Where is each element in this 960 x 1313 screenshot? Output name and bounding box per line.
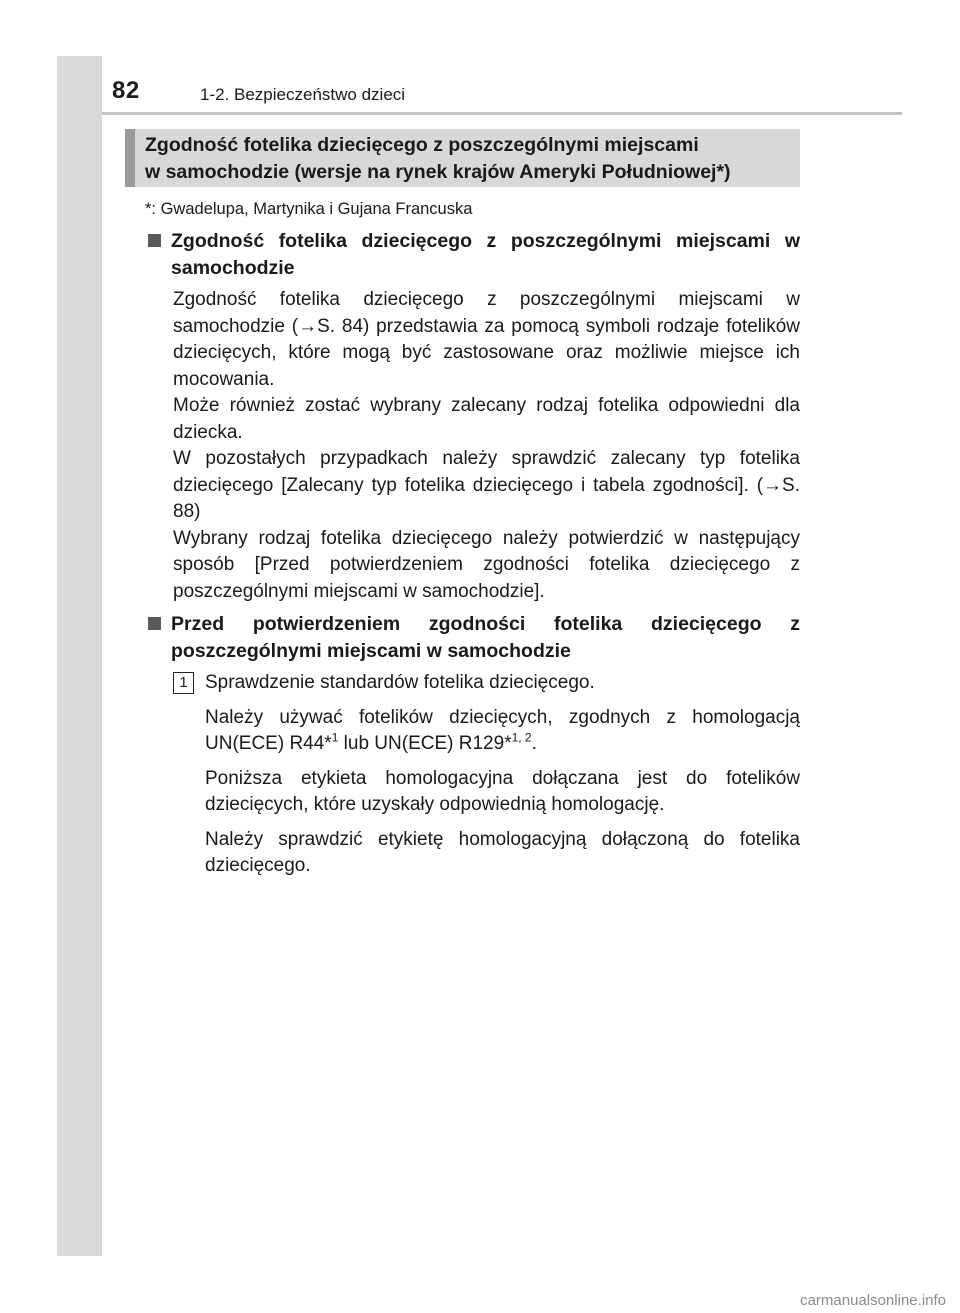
section-heading-compatibility [145, 228, 800, 281]
site-watermark: carmanualsonline.info [800, 1292, 946, 1309]
section-heading-before-confirmation [145, 611, 800, 664]
step-paragraph: Poniższa etykieta homologacyjna dołączana jest do fotelików dziecięcych, które uzyskały odpowiednią homologację. [205, 767, 800, 815]
paragraph: Wybrany rodzaj fotelika dziecięcego należy potwierdzić w następujący sposób [Przed potwierdzeniem zgodności fotelika dziecięcego z poszczególnymi miejscami w samochodzie]. [173, 527, 800, 602]
step-text: Należy używać fotelików dziecięcych, zgodnych z homologacją UN(ECE) R44* [205, 706, 800, 754]
step-title: Sprawdzenie standardów fotelika dziecięcego. [205, 672, 595, 693]
paragraph: Może również zostać wybrany zalecany rodzaj fotelika odpowiedni dla dziecka. [173, 395, 800, 443]
paragraph: Zgodność fotelika dziecięcego z poszczególnymi miejscami w samochodzie (→S. 84) przedstawia za pomocą symboli rodzaje fotelików dziecięcych, które mogą być zastosowane oraz możliwie miejsce ich mocowania. [173, 289, 800, 390]
square-bullet-icon [148, 234, 161, 247]
square-bullet-icon [148, 617, 161, 630]
step-paragraph: Należy sprawdzić etykietę homologacyjną dołączoną do fotelika dziecięcego. [205, 828, 800, 876]
chapter-title: 1-2. Bezpieczeństwo dzieci [200, 85, 406, 104]
step-paragraph [205, 705, 800, 758]
paragraph: W pozostałych przypadkach należy sprawdzić zalecany typ fotelika dziecięcego [Zalecany typ fotelika dziecięcego i tabela zgodności]. (→S. 88) [173, 448, 800, 522]
step-1 [173, 670, 800, 697]
step-number-badge: 1 [173, 672, 194, 694]
section-title-line-1: Zgodność fotelika dziecięcego z poszczególnymi miejscami [145, 134, 699, 156]
side-margin-bar [57, 56, 102, 1256]
step-text: . [531, 733, 537, 754]
section-heading-text: Zgodność fotelika dziecięcego z poszczególnymi miejscami w samochodzie [171, 230, 800, 279]
section-heading-text: Przed potwierdzeniem zgodności fotelika dziecięcego z poszczególnymi miejscami w samochodzie [171, 613, 800, 662]
header-divider [102, 112, 902, 115]
page-number: 82 [112, 77, 140, 104]
content-body [145, 228, 800, 880]
step-text: lub UN(ECE) R129* [338, 733, 512, 754]
section-title-box [125, 129, 800, 187]
section-title-line-2: w samochodzie (wersje na rynek krajów Ameryki Południowej*) [145, 161, 731, 183]
region-footnote: *: Gwadelupa, Martynika i Gujana Francuska [145, 200, 473, 218]
footnote-ref: 1 [331, 730, 339, 745]
footnote-ref: 1, 2 [511, 730, 532, 745]
